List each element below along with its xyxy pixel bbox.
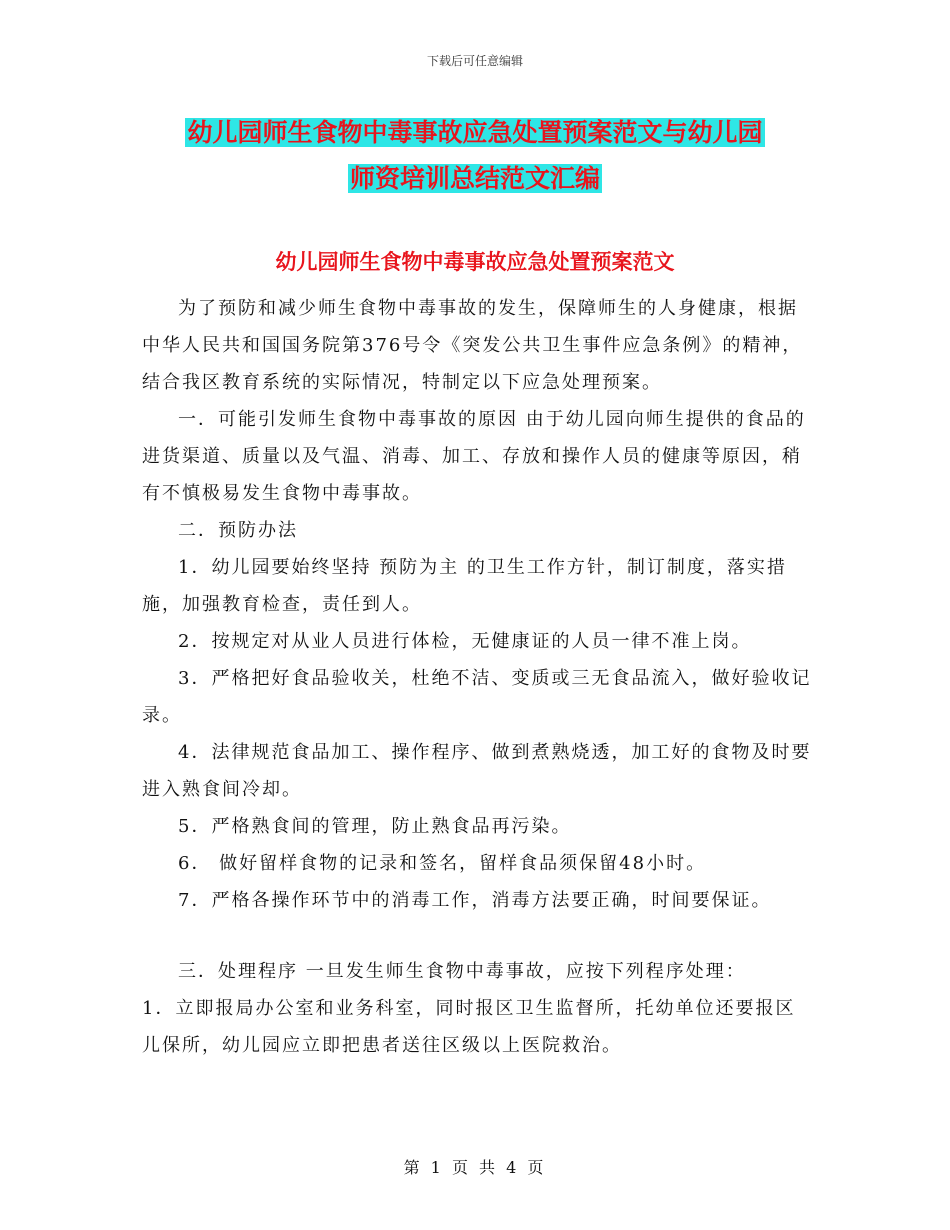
paragraph-procedure-1: 1．立即报局办公室和业务科室，同时报区卫生监督所，托幼单位还要报区儿保所，幼儿园应立即把患者送往区级以上医院救治。	[142, 998, 796, 1056]
paragraph-prevention-heading: 二．预防办法	[178, 520, 298, 541]
document-title	[140, 110, 810, 202]
document-title-line-1: 幼儿园师生食物中毒事故应急处置预案范文与幼儿园	[187, 118, 763, 147]
paragraph-prevention-4: 4．法律规范食品加工、操作程序、做到煮熟烧透，加工好的食物及时要进入熟食间冷却。	[142, 742, 812, 800]
paragraph-prevention-3: 3．严格把好食品验收关，杜绝不洁、变质或三无食品流入，做好验收记录。	[142, 668, 812, 726]
document-body	[142, 290, 814, 1064]
paragraph-prevention-5: 5．严格熟食间的管理，防止熟食品再污染。	[178, 816, 572, 837]
paragraph-prevention-6: 6． 做好留样食物的记录和签名，留样食品须保留48小时。	[178, 853, 707, 874]
page-footer: 第 1 页 共 4 页	[403, 1158, 547, 1177]
paragraph-prevention-2: 2．按规定对从业人员进行体检，无健康证的人员一律不准上岗。	[178, 631, 752, 652]
header-note: 下载后可任意编辑	[426, 54, 523, 68]
paragraph-prevention-7: 7．严格各操作环节中的消毒工作，消毒方法要正确，时间要保证。	[178, 890, 772, 911]
paragraph-procedure-heading: 三．处理程序 一旦发生师生食物中毒事故，应按下列程序处理：	[178, 961, 746, 982]
paragraph-prevention-1: 1．幼儿园要始终坚持 预防为主 的卫生工作方针，制订制度，落实措施，加强教育检查，责任到人。	[142, 557, 787, 615]
paragraph-causes: 一．可能引发师生食物中毒事故的原因 由于幼儿园向师生提供的食品的进货渠道、质量以及气温、消毒、加工、存放和操作人员的健康等原因，稍有不慎极易发生食物中毒事故。	[142, 409, 806, 504]
document-title-line-2: 师资培训总结范文汇编	[349, 164, 600, 193]
paragraph-intro: 为了预防和减少师生食物中毒事故的发生，保障师生的人身健康，根据中华人民共和国国务院第376号令《突发公共卫生事件应急条例》的精神，结合我区教育系统的实际情况，特制定以下应急处理预案。	[142, 298, 803, 393]
section-title: 幼儿园师生食物中毒事故应急处置预案范文	[275, 250, 675, 274]
